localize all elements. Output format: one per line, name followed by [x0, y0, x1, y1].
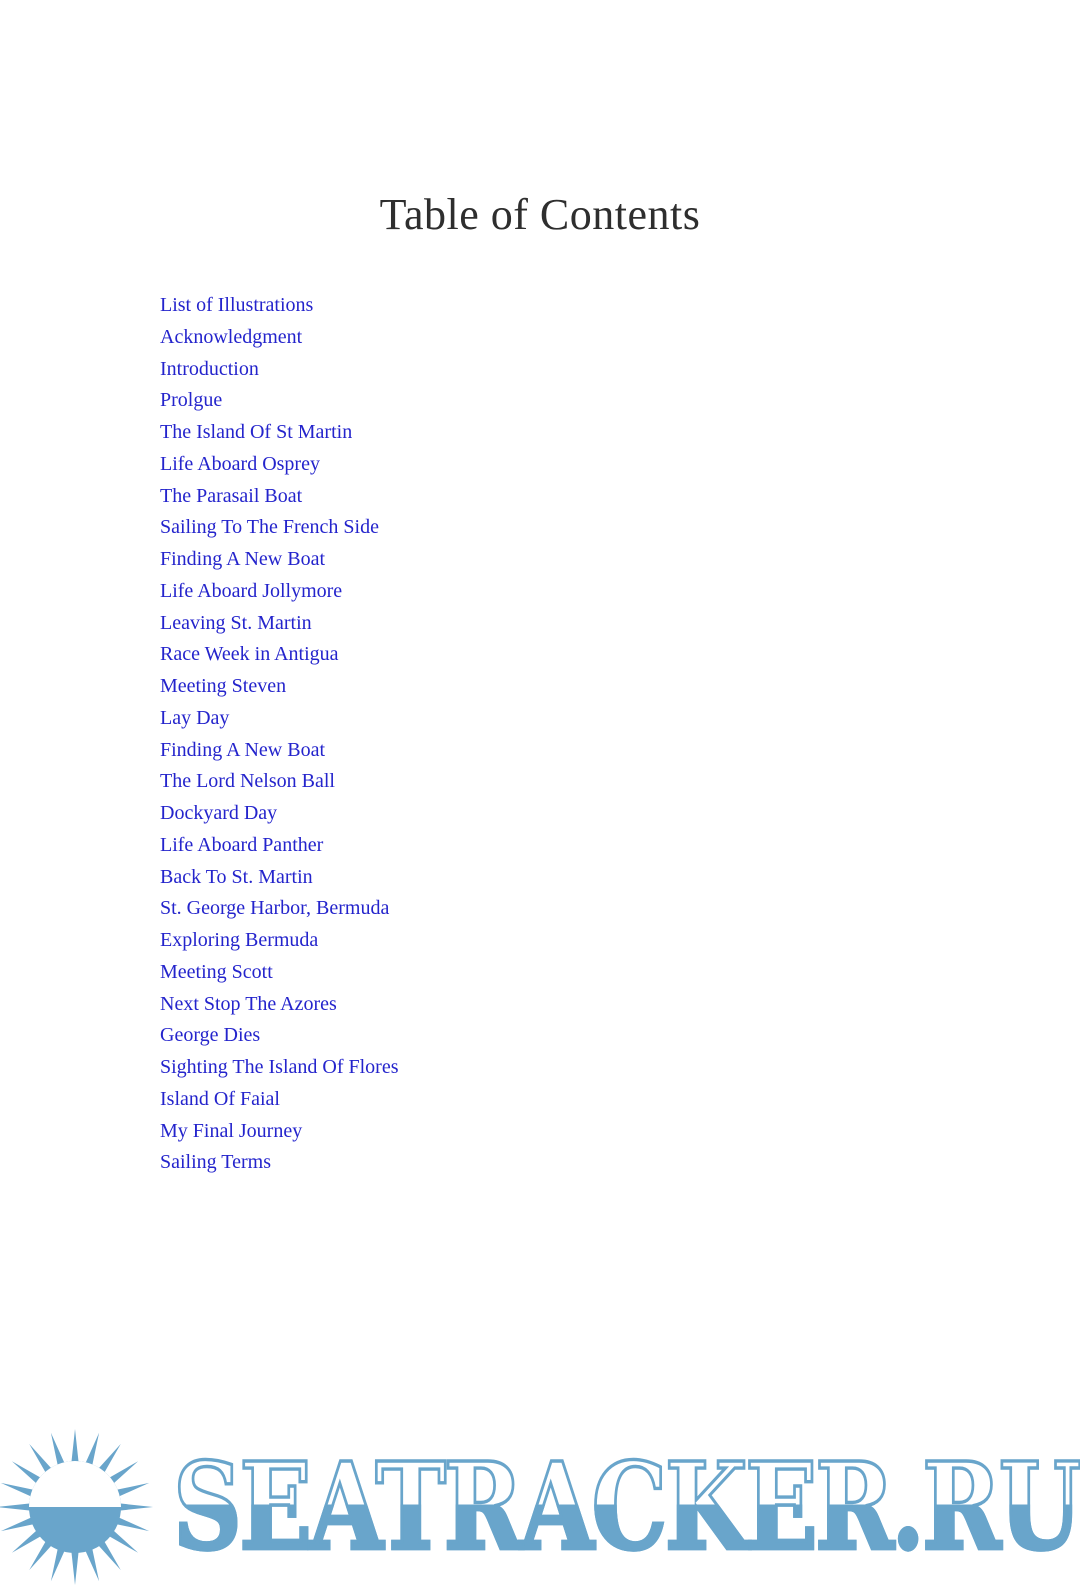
toc-link[interactable]: Leaving St. Martin [160, 611, 312, 634]
toc-link[interactable]: Prolgue [160, 389, 223, 412]
toc-link[interactable]: Life Aboard Panther [160, 833, 324, 856]
toc-item [160, 417, 1080, 449]
toc-page [0, 189, 1080, 1586]
toc-link[interactable]: Introduction [160, 357, 259, 380]
toc-link[interactable]: Finding A New Boat [160, 738, 326, 761]
toc-link[interactable]: Sighting The Island Of Flores [160, 1056, 399, 1078]
toc-link[interactable]: Exploring Bermuda [160, 929, 319, 951]
toc-item [160, 989, 1080, 1021]
toc-item [160, 798, 1080, 830]
toc-item [160, 957, 1080, 989]
page-title: Table of Contents [379, 190, 701, 239]
toc-item [160, 862, 1080, 894]
toc-link[interactable]: St. George Harbor, Bermuda [160, 897, 390, 920]
toc-link[interactable]: Dockyard Day [160, 802, 278, 824]
toc-item [160, 703, 1080, 735]
toc-item [160, 290, 1080, 322]
toc-link[interactable]: George Dies [160, 1024, 261, 1047]
toc-item [160, 449, 1080, 481]
toc-link[interactable]: List of Illustrations [160, 294, 314, 316]
toc-item [160, 1116, 1080, 1148]
toc-item [160, 671, 1080, 703]
toc-item [160, 1147, 1080, 1179]
toc-item [160, 1052, 1080, 1084]
toc-item [160, 544, 1080, 576]
toc-link[interactable]: Race Week in Antigua [160, 643, 339, 666]
toc-item [160, 354, 1080, 386]
toc-link[interactable]: Sailing To The French Side [160, 516, 379, 539]
toc-item [160, 925, 1080, 957]
toc-item [160, 322, 1080, 354]
toc-link[interactable]: Sailing Terms [160, 1151, 272, 1174]
toc-link[interactable]: Acknowledgment [160, 325, 303, 348]
toc-link[interactable]: Next Stop The Azores [160, 992, 337, 1015]
toc-item [160, 735, 1080, 767]
toc-link[interactable]: The Parasail Boat [160, 484, 303, 507]
toc-item [160, 639, 1080, 671]
toc-link[interactable]: Island Of Faial [160, 1087, 280, 1110]
toc-list [160, 290, 1080, 1179]
toc-link[interactable]: Life Aboard Osprey [160, 452, 320, 475]
toc-link[interactable]: Back To St. Martin [160, 865, 313, 888]
toc-item [160, 830, 1080, 862]
toc-item [160, 576, 1080, 608]
seatracker-wordmark: SEATRACKER.RU [173, 1435, 1080, 1577]
toc-item [160, 1020, 1080, 1052]
toc-link[interactable]: My Final Journey [160, 1119, 303, 1142]
seatracker-watermark [0, 1421, 1080, 1586]
toc-link[interactable]: Finding A New Boat [160, 548, 326, 570]
toc-link[interactable]: Meeting Scott [160, 960, 273, 983]
toc-item [160, 766, 1080, 798]
toc-item [160, 893, 1080, 925]
toc-link[interactable]: Meeting Steven [160, 675, 287, 697]
toc-link[interactable]: Life Aboard Jollymore [160, 579, 343, 602]
toc-link[interactable]: The Lord Nelson Ball [160, 770, 335, 793]
sun-icon [0, 1428, 154, 1586]
toc-item [160, 385, 1080, 417]
toc-link[interactable]: Lay Day [160, 706, 230, 729]
toc-link[interactable]: The Island Of St Martin [160, 421, 353, 443]
toc-item [160, 512, 1080, 544]
toc-item [160, 1084, 1080, 1116]
toc-item [160, 481, 1080, 513]
table-of-contents [160, 290, 1080, 1179]
toc-item [160, 608, 1080, 640]
